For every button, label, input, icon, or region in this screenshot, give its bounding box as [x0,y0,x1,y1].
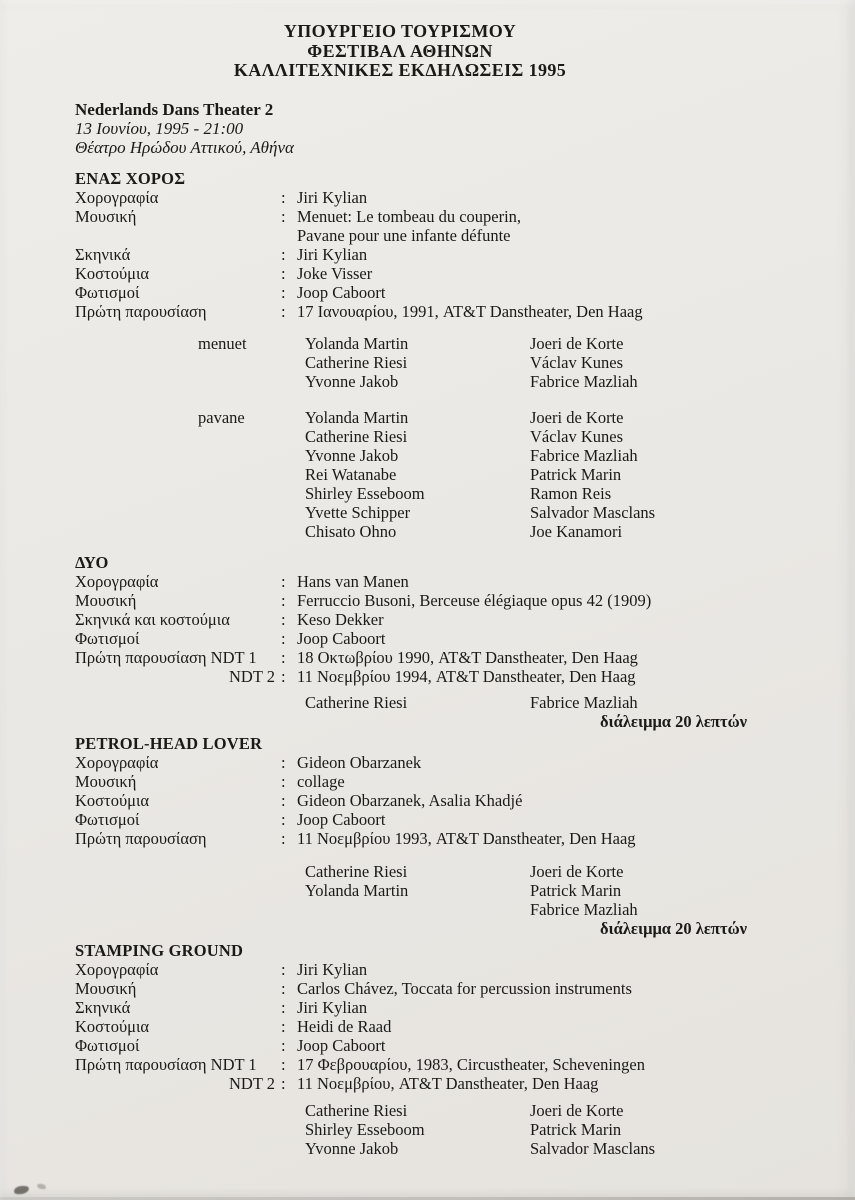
credit-value: 18 Οκτωβρίου 1990, AT&T Danstheater, Den Haag [297,647,638,667]
colon-separator: : [281,187,286,207]
credit-value: Carlos Chávez, Toccata for percussion instruments [297,978,632,998]
section-title: ΔΥΟ [75,552,109,572]
dancer-name: Fabrice Mazliah [530,899,638,919]
colon-separator: : [281,666,286,686]
dancer-name: Catherine Riesi [305,352,408,372]
credit-label: Πρώτη παρουσίαση NDT 1 [75,1054,257,1074]
credit-label: Πρώτη παρουσίαση NDT 1 [75,647,257,667]
credit-row [75,283,755,302]
cast-block-pavane [198,408,755,541]
credit-label: Χορογραφία [75,187,159,207]
cast-column-right [530,1101,755,1158]
dancer-name: Joeri de Korte [530,861,624,881]
credit-value-line1: Menuet: Le tombeau du couperin, [297,206,522,226]
credit-row [75,302,755,321]
dancer-name: Václav Kunes [530,352,624,372]
cast-column-left [305,334,530,391]
credit-value: Jiri Kylian [297,997,368,1017]
credit-label: Κοστούμια [75,790,150,810]
credit-row [75,264,755,283]
cast-label: menuet [198,333,247,353]
credit-row [75,1036,755,1055]
colon-separator: : [281,1054,286,1074]
credit-label: Μουσική [75,978,137,998]
credit-value: Hans van Manen [297,571,409,591]
dancer-name: Yvonne Jakob [305,445,399,465]
credit-row [75,829,755,848]
credit-value: 17 Φεβρουαρίου, 1983, Circustheater, Scheveningen [297,1054,646,1074]
dancer-name: Yolanda Martin [305,333,409,353]
credit-row [75,572,755,591]
credit-row [75,667,755,686]
credit-label-ndt2: NDT 2 [229,1073,275,1093]
credit-label: Μουσική [75,206,137,226]
colon-separator: : [281,1035,286,1055]
dancer-name: Shirley Esseboom [305,483,425,503]
credit-row [75,998,755,1017]
credit-value: Joop Caboort [297,628,386,648]
colon-separator: : [281,959,286,979]
colon-separator: : [281,282,286,302]
credit-value [297,207,755,245]
company-name: Nederlands Dans Theater 2 [75,99,274,119]
dancer-name: Salvador Masclans [530,502,656,522]
dancer-name: Joeri de Korte [530,407,624,427]
credit-label-ndt2: NDT 2 [229,666,275,686]
ink-smudge [13,1185,29,1195]
credit-row [75,810,755,829]
ink-smudge [37,1183,47,1190]
credit-value: Keso Dekker [297,609,384,629]
dancer-name: Patrick Marin [530,1119,622,1139]
credit-value: Jiri Kylian [297,187,368,207]
credit-row [75,629,755,648]
colon-separator: : [281,771,286,791]
dancer-name: Joe Kanamori [530,521,623,541]
credits-list [75,572,755,686]
colon-separator: : [281,1073,286,1093]
colon-separator: : [281,809,286,829]
credit-label: Μουσική [75,771,137,791]
cast-column-right [530,334,755,391]
events-title: ΚΑΛΛΙΤΕΧΝΙΚΕΣ ΕΚΔΗΛΩΣΕΙΣ 1995 [233,60,567,80]
credit-row [75,610,755,629]
cast-block-menuet [198,334,755,391]
section-title: PETROL-HEAD LOVER [75,733,263,753]
dancer-name: Yvette Schipper [305,502,411,522]
event-datetime: 13 Ιουνίου, 1995 - 21:00 [75,118,244,138]
dancer-name: Fabrice Mazliah [530,692,638,712]
credit-value: Joop Caboort [297,1035,386,1055]
credit-label: Σκηνικά [75,997,131,1017]
credit-value: Ferruccio Busoni, Berceuse élégiaque opus 42 (1909) [297,590,652,610]
colon-separator: : [281,590,286,610]
colon-separator: : [281,997,286,1017]
dancer-name: Yvonne Jakob [305,371,399,391]
colon-separator: : [281,828,286,848]
credit-row [75,207,755,245]
dancer-name: Catherine Riesi [305,1100,408,1120]
intermission-note: διάλειμμα 20 λεπτών [599,711,747,731]
colon-separator: : [281,978,286,998]
ministry-title: ΥΠΟΥΡΓΕΙΟ ΤΟΥΡΙΣΜΟΥ [283,21,517,41]
cast-column-right [530,693,755,712]
credit-label: Φωτισμοί [75,809,140,829]
credit-label: Κοστούμια [75,263,150,283]
credits-list [75,753,755,848]
section-stamping-ground [75,941,780,1158]
credit-label: Σκηνικά [75,244,131,264]
credit-label: Φωτισμοί [75,628,140,648]
colon-separator: : [281,571,286,591]
credit-row [75,1055,755,1074]
credits-list [75,960,755,1093]
credit-value: Jiri Kylian [297,959,368,979]
cast-column-left [305,408,530,541]
credit-label: Κοστούμια [75,1016,150,1036]
credit-value: Gideon Obarzanek, Asalia Khadjé [297,790,523,810]
intermission-note: διάλειμμα 20 λεπτών [599,918,747,938]
cast-block [305,693,755,712]
section-petrol-head-lover [75,734,780,938]
credit-value: 11 Νοεμβρίου 1993, AT&T Danstheater, Den Haag [297,828,636,848]
credit-value: 17 Ιανουαρίου, 1991, AT&T Danstheater, Den Haag [297,301,643,321]
credit-row [75,753,755,772]
credit-label: Φωτισμοί [75,282,140,302]
colon-separator: : [281,609,286,629]
dancer-name: Joeri de Korte [530,333,624,353]
credit-value: Joop Caboort [297,809,386,829]
dancer-name: Catherine Riesi [305,692,408,712]
credit-label: Χορογραφία [75,571,159,591]
event-venue: Θέατρο Ηρώδου Αττικού, Αθήνα [75,137,294,157]
credit-value: Joop Caboort [297,282,386,302]
credit-value: Gideon Obarzanek [297,752,422,772]
credit-value: 11 Νοεμβρίου 1994, AT&T Danstheater, Den Haag [297,666,636,686]
section-enas-xoros [75,169,780,541]
dancer-name: Yolanda Martin [305,407,409,427]
credit-row [75,772,755,791]
credit-label: Πρώτη παρουσίαση [75,301,207,321]
dancer-name: Fabrice Mazliah [530,371,638,391]
credit-row [75,1017,755,1036]
cast-label: pavane [198,407,245,427]
credit-value-line2: Pavane pour une infante défunte [297,225,511,245]
credit-row [75,245,755,264]
credit-row [75,648,755,667]
cast-block [305,1101,755,1158]
credit-label: Μουσική [75,590,137,610]
colon-separator: : [281,301,286,321]
credit-label: Χορογραφία [75,752,159,772]
credit-value: Joke Visser [297,263,373,283]
dancer-name: Patrick Marin [530,880,622,900]
cast-column-right [530,408,755,541]
credits-list [75,188,755,321]
credit-value: Heidi de Raad [297,1016,392,1036]
dancer-name: Shirley Esseboom [305,1119,425,1139]
event-info [75,100,780,157]
credit-value: 11 Νοεμβρίου, AT&T Danstheater, Den Haag [297,1073,599,1093]
credit-label: Χορογραφία [75,959,159,979]
dancer-name: Rei Watanabe [305,464,397,484]
credit-row [75,979,755,998]
section-dyo [75,553,780,731]
credit-label: Πρώτη παρουσίαση [75,828,207,848]
colon-separator: : [281,263,286,283]
colon-separator: : [281,1016,286,1036]
credit-row [75,591,755,610]
dancer-name: Patrick Marin [530,464,622,484]
festival-title: ΦΕΣΤΙΒΑΛ ΑΘΗΝΩΝ [307,40,493,61]
dancer-name: Fabrice Mazliah [530,445,638,465]
dancer-name: Salvador Masclans [530,1138,656,1158]
credit-label: Φωτισμοί [75,1035,140,1055]
cast-column-left [305,1101,530,1158]
colon-separator: : [281,790,286,810]
colon-separator: : [281,206,286,226]
credit-row [75,188,755,207]
colon-separator: : [281,244,286,264]
cast-column-right [530,862,755,919]
dancer-name: Ramon Reis [530,483,612,503]
section-title: STAMPING GROUND [75,940,244,960]
colon-separator: : [281,647,286,667]
credit-label: Σκηνικά και κοστούμια [75,609,230,629]
credit-row [75,791,755,810]
cast-column-left [305,693,530,712]
colon-separator: : [281,752,286,772]
cast-column-left [305,862,530,919]
dancer-name: Václav Kunes [530,426,624,446]
dancer-name: Catherine Riesi [305,861,408,881]
section-title: ΕΝΑΣ ΧΟΡΟΣ [75,168,186,188]
dancer-name: Joeri de Korte [530,1100,624,1120]
dancer-name: Catherine Riesi [305,426,408,446]
document-header [75,22,725,81]
credit-row [75,960,755,979]
credit-value: Jiri Kylian [297,244,368,264]
credit-value: collage [297,771,345,791]
dancer-name: Yvonne Jakob [305,1138,399,1158]
credit-row [75,1074,755,1093]
cast-block [305,862,755,919]
dancer-name: Chisato Ohno [305,521,397,541]
colon-separator: : [281,628,286,648]
dancer-name: Yolanda Martin [305,880,409,900]
